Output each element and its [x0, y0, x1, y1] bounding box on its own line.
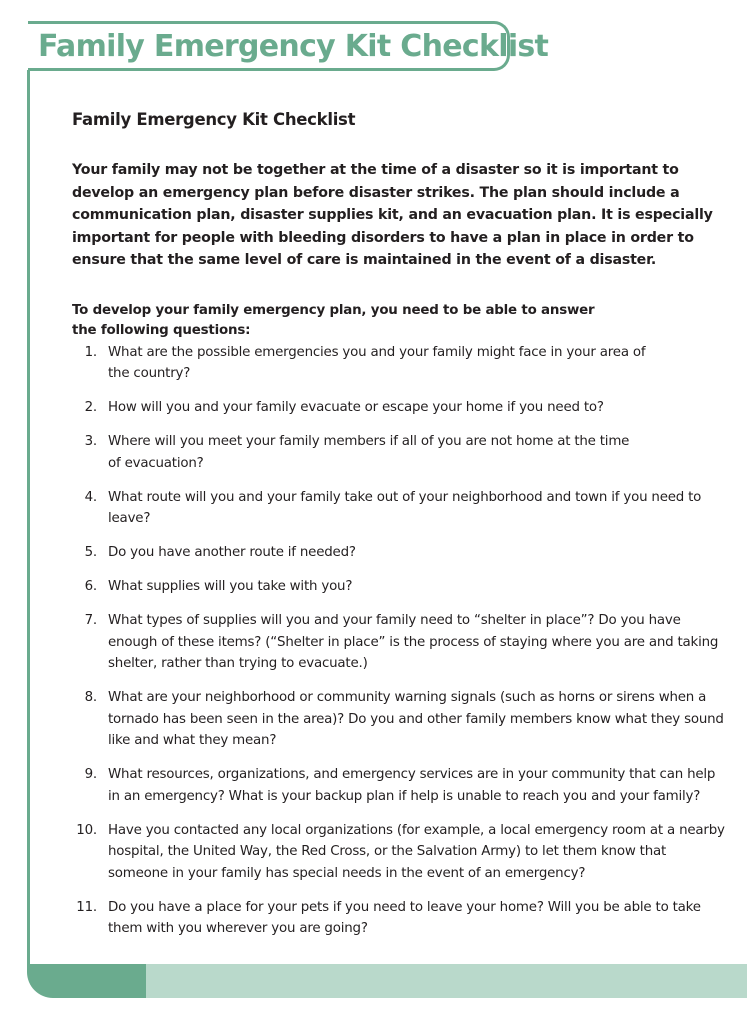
list-item: [72, 397, 727, 419]
list-item-number: 11.: [76, 899, 97, 915]
list-item-text: What types of supplies will you and your family need to “shelter in place”? Do you have enough of these items? (“Shelter in place” is the process of staying where you are and taking shelter, rather than trying to evacuate.): [108, 613, 719, 671]
list-item-text: How will you and your family evacuate or escape your home if you need to?: [108, 400, 604, 415]
questions-list: [72, 342, 727, 940]
footer-bar-accent: [27, 964, 146, 998]
list-item-number: 10.: [76, 822, 97, 838]
list-item-text: What route will you and your family take out of your neighborhood and town if you need to leave?: [108, 489, 702, 526]
list-item-text: What resources, organizations, and emergency services are in your community that can help in an emergency? What is your backup plan if help is unable to reach you and your family?: [108, 767, 716, 804]
list-item: [72, 431, 638, 474]
list-item: [72, 897, 727, 940]
list-item: [72, 542, 727, 564]
footer-bar: [146, 964, 747, 998]
intro-paragraph: Your family may not be together at the time of a disaster so it is important to develop an emergency plan before disaster strikes. The plan should include a communication plan, disaster supplies kit, and an evacuation plan. It is especially important for people with bleeding disorders to have a plan in place in order to ensure that the same level of care is maintained in the event of a disaster.: [72, 162, 713, 268]
list-item-number: 1.: [84, 344, 97, 360]
questions-lead: To develop your family emergency plan, you need to be able to answer the following questions:: [72, 302, 595, 338]
list-item: [72, 576, 727, 598]
list-item-text: Do you have a place for your pets if you need to leave your home? Will you be able to take them with you wherever you are going?: [108, 899, 701, 936]
list-item-text: Have you contacted any local organizations (for example, a local emergency room at a nearby hospital, the United Way, the Red Cross, or the Salvation Army) to let them know that someone in your family has special needs in the event of an emergency?: [108, 822, 725, 881]
list-item-text: What are the possible emergencies you and your family might face in your area of the country?: [108, 344, 646, 381]
list-item-number: 2.: [84, 400, 97, 415]
list-item: [72, 687, 727, 752]
list-item-number: 4.: [84, 489, 97, 505]
document-body: [72, 108, 727, 952]
list-item-text: Where will you meet your family members if all of you are not home at the time of evacuation?: [108, 434, 630, 471]
list-item-text: What are your neighborhood or community warning signals (such as horns or sirens when a tornado has been seen in the area)? Do you and other family members know what they sound like and what they mean?: [108, 690, 724, 748]
list-item-text: What supplies will you take with you?: [108, 579, 353, 594]
list-item-number: 7.: [84, 613, 97, 628]
list-item-number: 8.: [84, 690, 97, 705]
list-item-number: 9.: [84, 767, 97, 782]
list-item: [72, 610, 727, 675]
list-item: [72, 487, 708, 530]
left-frame-line: [27, 70, 30, 968]
list-item: [72, 764, 727, 807]
list-item: [72, 820, 727, 885]
document-heading: Family Emergency Kit Checklist: [72, 110, 356, 129]
list-item-text: Do you have another route if needed?: [108, 545, 356, 560]
list-item: [72, 342, 668, 385]
page-title: Family Emergency Kit Checklist: [38, 29, 549, 64]
list-item-number: 3.: [84, 434, 97, 449]
list-item-number: 6.: [84, 579, 97, 594]
list-item-number: 5.: [84, 545, 97, 560]
